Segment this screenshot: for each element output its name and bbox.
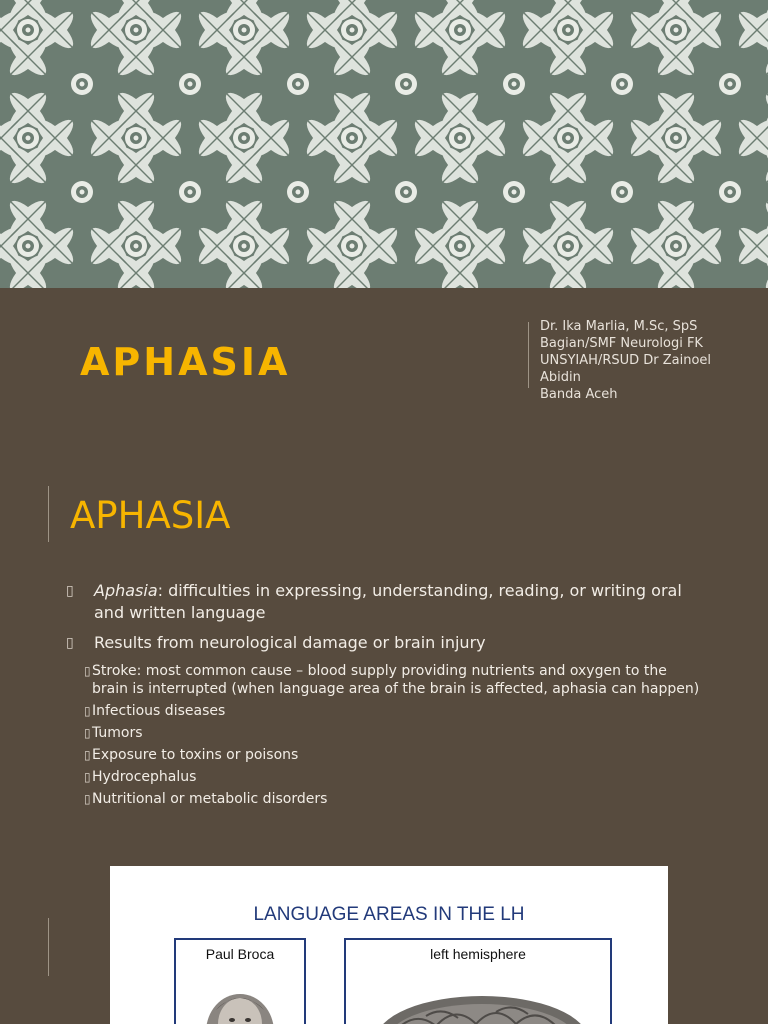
brain-image <box>346 940 610 1024</box>
figure-title: LANGUAGE AREAS IN THE LH <box>253 904 525 925</box>
bullet-marker-icon: ▯ <box>84 770 91 784</box>
sub-bullet-text: Hydrocephalus <box>92 769 197 785</box>
bullet-text: : difficulties in expressing, understanding, reading, or writing oral and written language <box>94 581 682 622</box>
sub-bullet-item <box>86 662 706 698</box>
author-line: Dr. Ika Marlia, M.Sc, SpS <box>540 319 698 334</box>
bullet-marker-icon: ▯ <box>84 704 91 718</box>
batik-pattern-graphic <box>0 0 768 288</box>
batik-pattern-banner <box>0 0 768 288</box>
vertical-divider <box>48 918 49 976</box>
sub-bullet-text: Infectious diseases <box>92 703 226 719</box>
sub-bullet-item <box>86 724 706 742</box>
hemisphere-label: left hemisphere <box>430 946 526 962</box>
sub-bullet-list <box>66 662 706 808</box>
author-line: Bagian/SMF Neurologi FK <box>540 336 703 351</box>
sub-bullet-item <box>86 702 706 720</box>
language-areas-figure <box>110 866 668 1024</box>
author-block <box>540 318 740 403</box>
bullet-list <box>66 580 706 812</box>
sub-bullet-item <box>86 768 706 786</box>
sub-bullet-text: Tumors <box>92 725 143 741</box>
vertical-divider <box>48 486 49 542</box>
bullet-marker-icon: ▯ <box>84 748 91 762</box>
bullet-marker-icon: ▯ <box>66 635 74 651</box>
sub-bullet-item <box>86 746 706 764</box>
bullet-item <box>66 632 706 654</box>
bullet-marker-icon: ▯ <box>84 664 91 678</box>
sub-bullet-item <box>86 790 706 808</box>
bullet-marker-icon: ▯ <box>84 726 91 740</box>
sub-bullet-text: Stroke: most common cause – blood supply providing nutrients and oxygen to the brain is interrupted (when language area of the brain is affected, aphasia can happen) <box>92 663 700 697</box>
bullet-marker-icon: ▯ <box>66 583 74 599</box>
broca-portrait-box <box>174 938 306 1024</box>
slide-title: APHASIA <box>80 340 291 384</box>
author-line: Banda Aceh <box>540 387 618 402</box>
bullet-term: Aphasia <box>94 581 158 600</box>
section-title: APHASIA <box>70 494 231 537</box>
author-line: Abidin <box>540 370 581 385</box>
bullet-text: Results from neurological damage or brain injury <box>94 633 486 652</box>
sub-bullet-text: Nutritional or metabolic disorders <box>92 791 328 807</box>
sub-bullet-text: Exposure to toxins or poisons <box>92 747 299 763</box>
bullet-item <box>66 580 706 624</box>
vertical-divider <box>528 322 529 388</box>
broca-portrait-image <box>176 940 304 1024</box>
bullet-marker-icon: ▯ <box>84 792 91 806</box>
left-hemisphere-box <box>344 938 612 1024</box>
broca-label: Paul Broca <box>205 946 275 962</box>
author-line: UNSYIAH/RSUD Dr Zainoel <box>540 353 712 368</box>
